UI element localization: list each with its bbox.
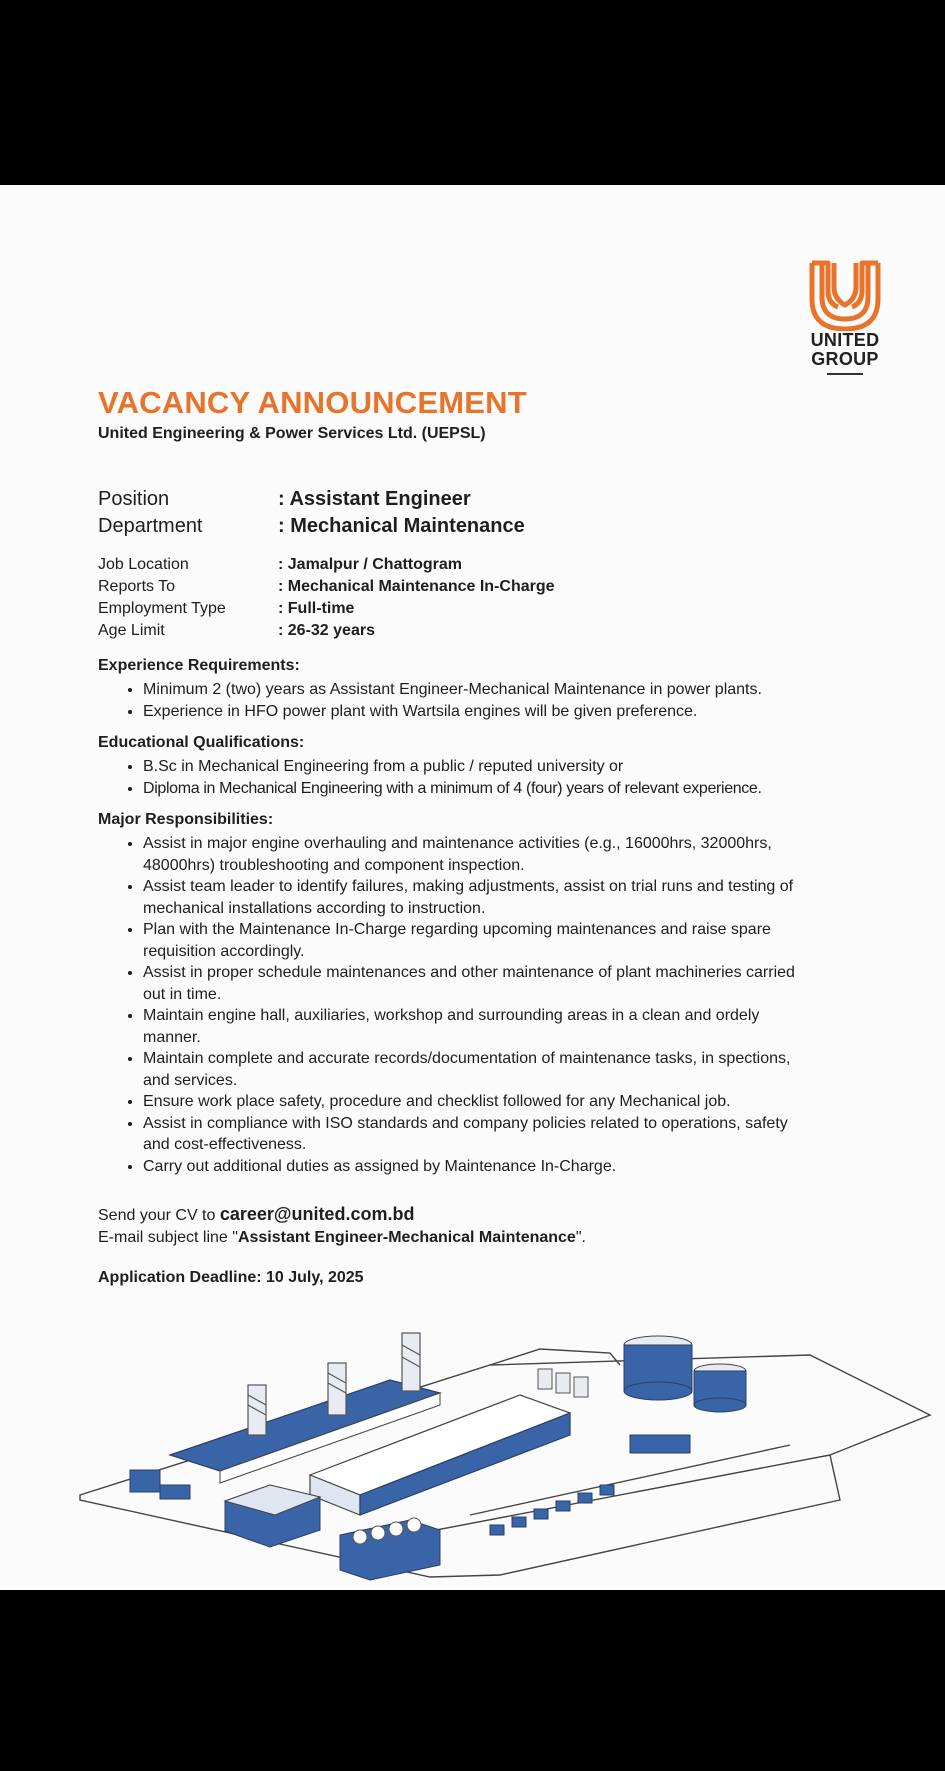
experience-heading: Experience Requirements: [98,657,300,674]
subject-line [98,1227,818,1249]
page-title: VACANCY ANNOUNCEMENT [98,385,527,420]
field-position [98,486,818,513]
subject-prefix: E-mail subject line " [98,1229,238,1246]
logo-text-group: GROUP [811,349,879,369]
list-item: • B.Sc in Mechanical Engineering from a public / reputed university or [143,756,818,778]
email-link[interactable]: career@united.com.bd [219,1204,415,1224]
field-value: : Assistant Engineer [278,488,471,510]
primary-fields [98,486,818,540]
list-item: • Maintain complete and accurate records/documentation of maintenance tasks, in spections, and services. [143,1048,818,1091]
field-label: Employment Type [98,600,226,617]
field-job-location [98,554,818,576]
announcement-content [98,385,818,1287]
list-item: • Experience in HFO power plant with Wartsila engines will be given preference. [143,701,818,723]
list-item: • Diploma in Mechanical Engineering with a minimum of 4 (four) years of relevant experience. [143,778,818,800]
auxiliary-building [340,1518,440,1580]
subject-suffix: ". [575,1229,586,1246]
field-label: Position [98,488,170,510]
send-cv-line [98,1203,818,1227]
field-label: Job Location [98,556,189,573]
responsibilities-list [98,833,818,1177]
experience-list [98,679,818,722]
field-label: Department [98,515,203,537]
list-item: • Assist in major engine overhauling and maintenance activities (e.g., 16000hrs, 32000hrs, 48000hrs) troubleshooting and component inspection. [143,833,818,876]
field-value: : Full-time [278,600,355,617]
list-item: • Maintain engine hall, auxiliaries, workshop and surrounding areas in a clean and ordely manner. [143,1005,818,1048]
list-item: • Assist in proper schedule maintenances and other maintenance of plant machineries carried out in time. [143,962,818,1005]
list-item: • Ensure work place safety, procedure and checklist followed for any Mechanical job. [143,1091,818,1113]
list-item: • Minimum 2 (two) years as Assistant Engineer-Mechanical Maintenance in power plants. [143,679,818,701]
field-value: : Mechanical Maintenance In-Charge [278,578,555,595]
logo-underline [827,373,863,375]
field-employment-type [98,598,818,620]
small-tanks [538,1369,588,1397]
list-item: • Carry out additional duties as assigned by Maintenance In-Charge. [143,1156,818,1178]
list-item: • Plan with the Maintenance In-Charge regarding upcoming maintenances and raise spare requisition accordingly. [143,919,818,962]
application-deadline: Application Deadline: 10 July, 2025 [98,1269,364,1286]
apply-instructions [98,1203,818,1249]
power-plant-illustration [70,1325,940,1585]
field-reports-to [98,576,818,598]
send-cv-text: Send your CV to [98,1207,220,1224]
education-heading: Educational Qualifications: [98,734,305,751]
company-name: United Engineering & Power Services Ltd. (UEPSL) [98,425,486,442]
field-department [98,513,818,540]
field-value: : Jamalpur / Chattogram [278,556,463,573]
responsibilities-heading: Major Responsibilities: [98,811,274,828]
united-group-u-icon [808,257,882,331]
education-list [98,756,818,799]
secondary-fields [98,554,818,642]
main-engine-hall [170,1380,570,1515]
vacancy-poster [0,185,945,1590]
field-value: : 26-32 years [278,622,375,639]
field-label: Reports To [98,578,176,595]
subject-text: Assistant Engineer-Mechanical Maintenance [237,1229,576,1246]
transformers [490,1485,614,1535]
field-value: : Mechanical Maintenance [278,515,525,537]
united-group-logo [800,257,890,375]
logo-text-united: UNITED [810,330,880,350]
workshop-building [225,1485,320,1547]
list-item: • Assist team leader to identify failures, making adjustments, assist on trial runs and testing of mechanical installations according to instruction. [143,876,818,919]
field-label: Age Limit [98,622,165,639]
list-item: • Assist in compliance with ISO standards and company policies related to operations, safety and cost-effectiveness. [143,1113,818,1156]
storage-tanks [624,1336,746,1412]
field-age-limit [98,620,818,642]
